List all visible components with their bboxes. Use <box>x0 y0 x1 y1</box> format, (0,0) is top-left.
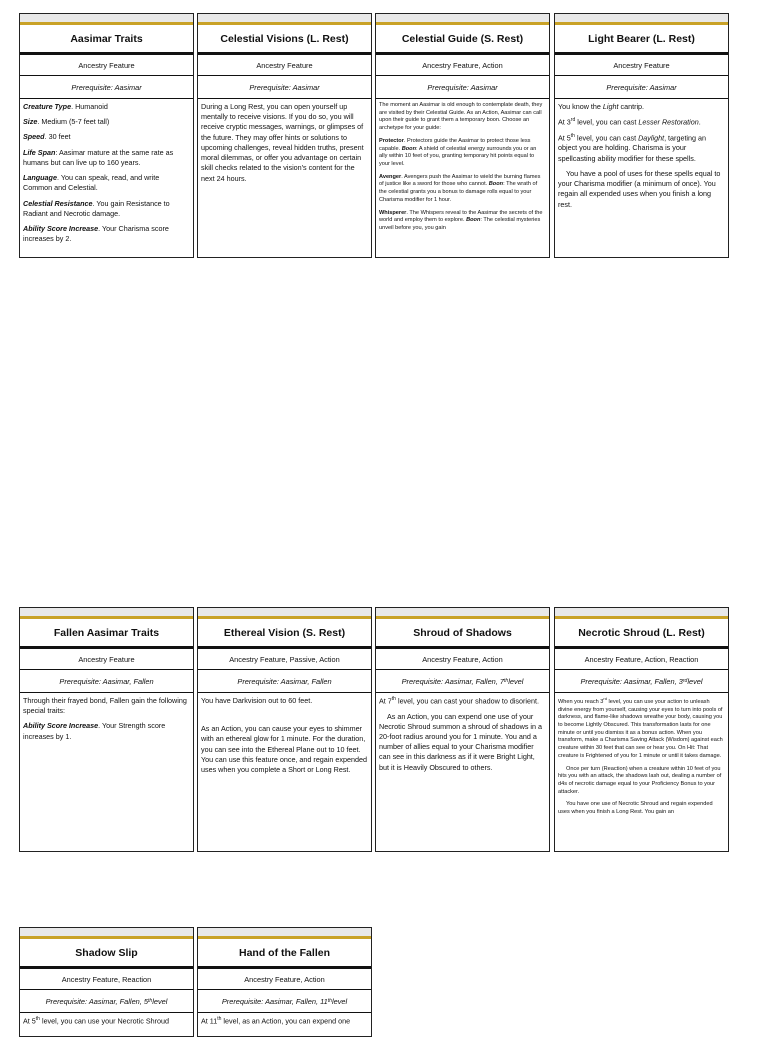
card-paragraph: At 5th level, you can use your Necrotic Shroud <box>23 1016 170 1026</box>
card-ethereal-vision <box>197 607 372 852</box>
card-celestial-guide <box>375 13 550 258</box>
card-type: Ancestry Feature, Reaction <box>20 969 193 990</box>
card-prereq: Prerequisite: Aasimar, Fallen <box>198 670 371 693</box>
card-fallen-aasimar-traits <box>19 607 194 852</box>
card-paragraph: At 3rd level, you can cast Lesser Restoration. <box>558 117 701 127</box>
card-necrotic-shroud <box>554 607 729 852</box>
card-title: Fallen Aasimar Traits <box>20 619 193 649</box>
card-body <box>198 1013 371 1049</box>
card-title: Shadow Slip <box>20 939 193 969</box>
card-body <box>20 693 193 859</box>
card-header-bar <box>20 608 193 619</box>
card-paragraph: Once per turn (Reaction) when a creature within 10 feet of you hits you with an attack, the shadows lash out, dealing a number of d4s of necrotic damage equal to your Proficiency Bonus to your attacker. <box>558 765 722 795</box>
card-title: Ethereal Vision (S. Rest) <box>198 619 371 649</box>
card-prereq: Prerequisite: Aasimar, Fallen, 5 th level <box>20 990 193 1013</box>
card-title: Hand of the Fallen <box>198 939 371 969</box>
card-prereq: Prerequisite: Aasimar <box>376 76 549 99</box>
card-paragraph: As an Action, you can cause your eyes to shimmer with an ethereal glow for 1 minute. For the duration, you can see into the Ethereal Plane out to 10 feet. You can use this feature once, and regain expended uses when you complete a Short or Long Rest. <box>201 724 367 775</box>
card-prereq: Prerequisite: Aasimar <box>20 76 193 99</box>
card-header-bar <box>20 14 193 25</box>
card-type: Ancestry Feature <box>198 55 371 76</box>
card-celestial-visions <box>197 13 372 258</box>
card-paragraph: As an Action, you can expend one use of your Necrotic Shroud summon a shroud of shadows in a 20-foot radius around you for 1 minute. You and a number of allies equal to your Charisma modifier can see in this darkness as if it were Bright Light, but it is Heavily Obscured to others. <box>379 711 542 772</box>
card-header-bar <box>555 14 728 25</box>
card-prereq: Prerequisite: Aasimar, Fallen, 3 rd level <box>555 670 728 693</box>
card-title: Aasimar Traits <box>20 25 193 55</box>
card-header-bar <box>376 14 549 25</box>
card-prereq: Prerequisite: Aasimar, Fallen, 11 th level <box>198 990 371 1013</box>
card-light-bearer <box>554 13 729 258</box>
card-header-bar <box>376 608 549 619</box>
card-paragraph: At 7th level, you can cast your shadow to disorient. <box>379 696 539 706</box>
card-type: Ancestry Feature, Action <box>376 649 549 670</box>
card-body <box>555 99 728 265</box>
card-title: Celestial Guide (S. Rest) <box>376 25 549 55</box>
card-body <box>198 99 371 265</box>
archetype-avenger: Avenger. Avengers push the Aasimar to wield the burning flames of justice like a sword for those who cannot. Boon: The wrath of the celestial grants you a bonus to damage rolls equal to your Charisma modifier for 1 hour. <box>379 173 541 203</box>
card-type: Ancestry Feature, Action <box>376 55 549 76</box>
card-shadow-slip <box>19 927 194 1037</box>
card-type: Ancestry Feature, Passive, Action <box>198 649 371 670</box>
card-header-bar <box>555 608 728 619</box>
card-paragraph: Through their frayed bond, Fallen gain the following special traits: <box>23 696 187 716</box>
card-body <box>20 99 193 265</box>
card-paragraph: You have a pool of uses for these spells equal to your Charisma modifier (a minimum of once). You regain all expended uses when you finish a long rest. <box>558 168 721 209</box>
card-paragraph: You have Darkvision out to 60 feet. <box>201 696 313 705</box>
card-title: Celestial Visions (L. Rest) <box>198 25 371 55</box>
card-shroud-of-shadows <box>375 607 550 852</box>
card-paragraph: You have one use of Necrotic Shroud and regain expended uses when you finish a Long Rest. You gain an <box>558 801 713 816</box>
card-paragraph: During a Long Rest, you can open yourself up mentally to receive visions. If you do so, you will receive cryptic messages, warnings, or glimpses of the future. They may offer hints or solutions to upcoming challenges, reveal hidden truths, present moral dilemmas, or offer you advantage on certain skill checks related to the vision's content for the next 24 hours. <box>201 102 364 183</box>
trait-ability-score: Ability Score Increase. Your Strength score increases by 1. <box>23 721 166 741</box>
card-paragraph: At 5th level, you can cast Daylight, targeting an object you are holding. Charisma is your spellcasting ability modifier for these spells. <box>558 132 707 163</box>
trait-size: Size. Medium (5-7 feet tall) <box>23 117 110 127</box>
card-body <box>198 693 371 859</box>
card-type: Ancestry Feature, Action <box>198 969 371 990</box>
card-header-bar <box>198 608 371 619</box>
card-title: Necrotic Shroud (L. Rest) <box>555 619 728 649</box>
card-paragraph: At 11th level, as an Action, you can expend one <box>201 1016 351 1026</box>
card-type: Ancestry Feature <box>20 55 193 76</box>
card-paragraph: The moment an Aasimar is old enough to contemplate death, they are visited by their Celestial Guide. As an Action, Aasimar can call upon their guide to grant them a temporary boon. Choose an archetype for your guide: <box>379 102 543 132</box>
trait-language: Language. You can speak, read, and write Common and Celestial. <box>23 173 160 193</box>
archetype-protector: Protector. Protectors guide the Aasimar to protect those less capable. Boon: A shield of celestial energy surrounds you or an ally within 10 feet of you, granting temporary hit points equal to your level. <box>379 137 537 168</box>
card-prereq: Prerequisite: Aasimar <box>555 76 728 99</box>
trait-speed: Speed. 30 feet <box>23 132 71 142</box>
card-header-bar <box>198 14 371 25</box>
card-paragraph: When you reach 3rd level, you can use your action to unleash divine energy from yourself, causing your eyes to turn into pools of darkness, and flame-like shadows wreathe your body, causing you to become Lightly Obscured. This transformation lasts for one minute or until you dismiss it as a bonus action. When you transform, make a Charisma Saving Attack (Wisdom) against each creature within 30 feet that can see or hear you. On Hit: That creature is Frightened of you for 1 minute or until it takes damage. <box>558 696 723 759</box>
trait-creature-type: Creature Type. Humanoid <box>23 102 108 111</box>
card-title: Light Bearer (L. Rest) <box>555 25 728 55</box>
card-type: Ancestry Feature <box>555 55 728 76</box>
trait-celestial-resistance: Celestial Resistance. You gain Resistance to Radiant and Necrotic damage. <box>23 198 170 218</box>
card-type: Ancestry Feature, Action, Reaction <box>555 649 728 670</box>
card-type: Ancestry Feature <box>20 649 193 670</box>
archetype-whisperer: Whisperer. The Whispers reveal to the Aasimar the secrets of the world and employ them to explore. Boon: The celestial mysteries unveil before you, you gain <box>379 209 543 232</box>
card-body <box>376 693 549 859</box>
trait-ability-score: Ability Score Increase. Your Charisma score increases by 2. <box>23 223 169 244</box>
card-aasimar-traits <box>19 13 194 258</box>
card-prereq: Prerequisite: Aasimar, Fallen, 7 th level <box>376 670 549 693</box>
card-prereq: Prerequisite: Aasimar, Fallen <box>20 670 193 693</box>
card-header-bar <box>20 928 193 939</box>
card-body <box>376 99 549 265</box>
card-body <box>555 693 728 859</box>
card-prereq: Prerequisite: Aasimar <box>198 76 371 99</box>
card-header-bar <box>198 928 371 939</box>
card-hand-of-the-fallen <box>197 927 372 1037</box>
trait-life-span: Life Span: Aasimar mature at the same rate as humans but can live up to 160 years. <box>23 147 174 167</box>
card-body <box>20 1013 193 1049</box>
card-title: Shroud of Shadows <box>376 619 549 649</box>
card-paragraph: You know the Light cantrip. <box>558 102 645 111</box>
